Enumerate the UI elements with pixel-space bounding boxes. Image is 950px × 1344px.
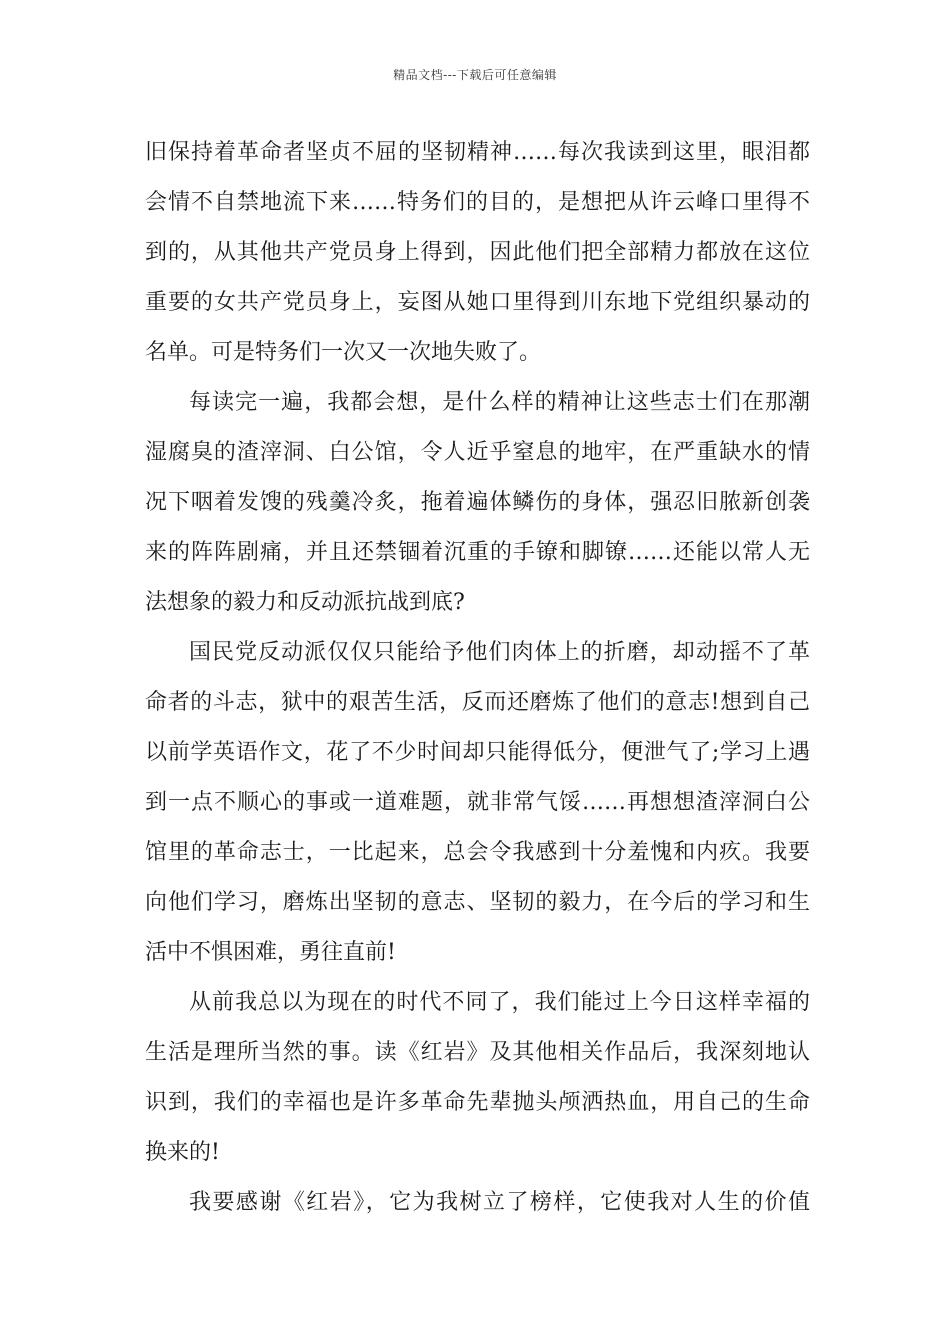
text-line: 到一点不顺心的事或一道难题，就非常气馁……再想想渣滓洞白公 [145,790,810,815]
text-line: 来的阵阵剧痛，并且还禁锢着沉重的手镣和脚镣……还能以常人无 [145,540,810,565]
text-line: 换来的! [145,1140,220,1165]
text-line: 我要感谢《红岩》，它为我树立了榜样，它使我对人生的价值 [189,1190,810,1215]
text-line: 每读完一遍，我都会想，是什么样的精神让这些志士们在那潮 [189,390,810,415]
text-line: 活中不惧困难，勇往直前! [145,940,396,965]
text-line: 名单。可是特务们一次又一次地失败了。 [145,340,542,365]
text-line: 以前学英语作文，花了不少时间却只能得低分，便泄气了;学习上遇 [145,740,810,765]
text-line: 旧保持着革命者坚贞不屈的坚韧精神……每次我读到这里，眼泪都 [145,140,810,165]
text-line: 生活是理所当然的事。读《红岩》及其他相关作品后，我深刻地认 [145,1040,810,1065]
text-line: 法想象的毅力和反动派抗战到底? [145,590,465,615]
text-line: 国民党反动派仅仅只能给予他们肉体上的折磨，却动摇不了革 [189,640,810,665]
text-line: 识到，我们的幸福也是许多革命先辈抛头颅洒热血，用自己的生命 [145,1090,810,1115]
text-line: 况下咽着发馊的残羹冷炙，拖着遍体鳞伤的身体，强忍旧脓新创袭 [145,490,810,515]
text-line: 到的，从其他共产党员身上得到，因此他们把全部精力都放在这位 [145,240,810,265]
text-line: 会情不自禁地流下来……特务们的目的，是想把从许云峰口里得不 [145,190,810,215]
document-body [145,128,810,1228]
text-line: 馆里的革命志士，一比起来，总会令我感到十分羞愧和内疚。我要 [145,840,810,865]
text-line: 湿腐臭的渣滓洞、白公馆，令人近乎窒息的地牢，在严重缺水的情 [145,440,810,465]
text-line: 重要的女共产党员身上，妄图从她口里得到川东地下党组织暴动的 [145,290,810,315]
text-line: 从前我总以为现在的时代不同了，我们能过上今日这样幸福的 [189,990,810,1015]
page-header: 精品文档---下载后可任意编辑 [393,68,557,82]
text-line: 命者的斗志，狱中的艰苦生活，反而还磨炼了他们的意志!想到自己 [145,690,810,715]
text-line: 向他们学习，磨炼出坚韧的意志、坚韧的毅力，在今后的学习和生 [145,890,810,915]
